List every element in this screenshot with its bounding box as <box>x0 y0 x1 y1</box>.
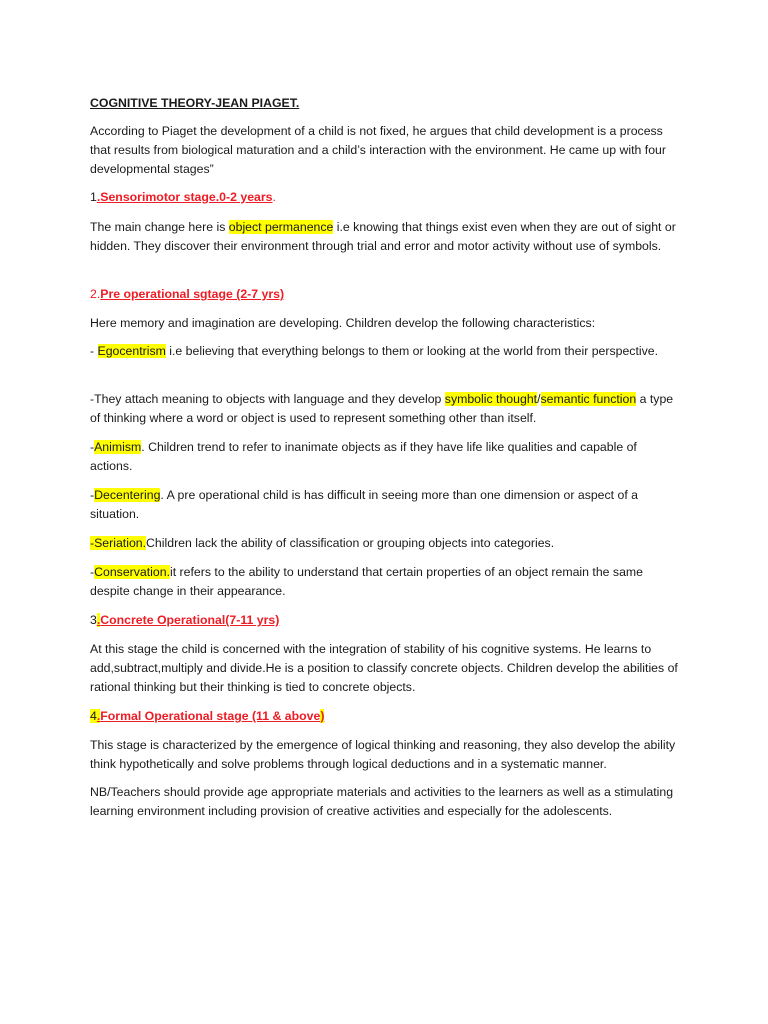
stage-2-title: Pre operational sgtage (2-7 yrs) <box>100 287 285 301</box>
stage-4-paragraph: This stage is characterized by the emergence of logical thinking and reasoning, they also develop the ability think hypothetically and solve problems through logical deductions and in a systematic manner. <box>90 738 676 771</box>
conservation-after: it refers to the ability to understand that certain properties of an object remain the same despite change in their appearance. <box>90 565 643 598</box>
stage-4-dot: . <box>96 709 101 723</box>
seriation-paragraph <box>90 534 682 553</box>
object-permanence-highlight: object permanence <box>228 220 334 234</box>
stage-1-trail: . <box>272 190 276 204</box>
egocentrism-paragraph <box>90 342 682 361</box>
stage-2-intro: Here memory and imagination are developing. Children develop the following characteristics: <box>90 316 596 330</box>
conservation-paragraph <box>90 563 682 601</box>
conservation-before: - <box>90 565 95 579</box>
animism-highlight: Animism <box>94 440 142 454</box>
animism-paragraph <box>90 438 682 476</box>
symbolic-thought-highlight: symbolic thought <box>444 392 538 406</box>
stage-1-text-after: i.e knowing that things exist even when they are out of sight or hidden. They discover their environment through trial and error and motor activity without use of symbols. <box>90 220 676 253</box>
stage-4-close: ) <box>320 709 325 723</box>
decentering-before: - <box>90 488 95 502</box>
stage-1-dot: . <box>96 190 101 204</box>
intro-paragraph: According to Piaget the development of a child is not fixed, he argues that child development is a process that results from biological maturation and a child’s interaction with the environment. He came up with four developmental stages” <box>90 124 666 176</box>
animism-after: . Children trend to refer to inanimate objects as if they have life like qualities and capable of actions. <box>90 440 637 473</box>
decentering-highlight: Decentering <box>94 488 161 502</box>
stage-3-dot: . <box>96 613 101 627</box>
egocentrism-after: i.e believing that everything belongs to them or looking at the world from their perspective. <box>165 344 658 358</box>
egocentrism-highlight: Egocentrism <box>97 344 166 358</box>
seriation-highlight: -Seriation. <box>90 536 147 550</box>
stage-1-heading <box>90 188 682 207</box>
symbolic-after: a type of thinking where a word or object is used to represent something other than itself. <box>90 392 674 425</box>
decentering-after: . A pre operational child is has difficult in seeing more than one dimension or aspect of a situation. <box>90 488 639 521</box>
symbolic-before: -They attach meaning to objects with language and they develop <box>90 392 445 406</box>
stage-1-paragraph <box>90 218 682 256</box>
stage-3-title: Concrete Operational(7-11 yrs) <box>100 613 280 627</box>
stage-1-text-before: The main change here is <box>90 220 229 234</box>
symbolic-sep: / <box>537 392 541 406</box>
semantic-function-highlight: semantic function <box>540 392 637 406</box>
animism-before: - <box>90 440 95 454</box>
document-title: COGNITIVE THEORY-JEAN PIAGET. <box>90 96 300 110</box>
symbolic-paragraph <box>90 390 682 428</box>
stage-4-title: Formal Operational stage (11 & above <box>100 709 321 723</box>
teacher-note: NB/Teachers should provide age appropriate materials and activities to the learners as well as a stimulating learning environment including provision of creative activities and especially for the adolescents. <box>90 785 674 818</box>
seriation-after: Children lack the ability of classification or grouping objects into categories. <box>146 536 555 550</box>
stage-3-paragraph: At this stage the child is concerned with the integration of stability of his cognitive systems. He learns to add,subtract,multiply and divide.He is a position to classify concrete objects. Children develop the abilities of rational thinking but their thinking is tied to concrete objects. <box>90 642 678 694</box>
stage-1-title: Sensorimotor stage.0-2 years <box>100 190 273 204</box>
stage-3-number: 3 <box>90 613 97 627</box>
stage-4-heading <box>90 707 682 726</box>
conservation-highlight: Conservation. <box>94 565 170 579</box>
stage-3-heading <box>90 611 682 630</box>
stage-2-prefix: 2. <box>90 287 101 301</box>
stage-4-number: 4 <box>90 709 97 723</box>
stage-1-number: 1 <box>90 190 97 204</box>
egocentrism-before: - <box>90 344 98 358</box>
decentering-paragraph <box>90 486 682 524</box>
stage-2-heading <box>90 285 682 304</box>
